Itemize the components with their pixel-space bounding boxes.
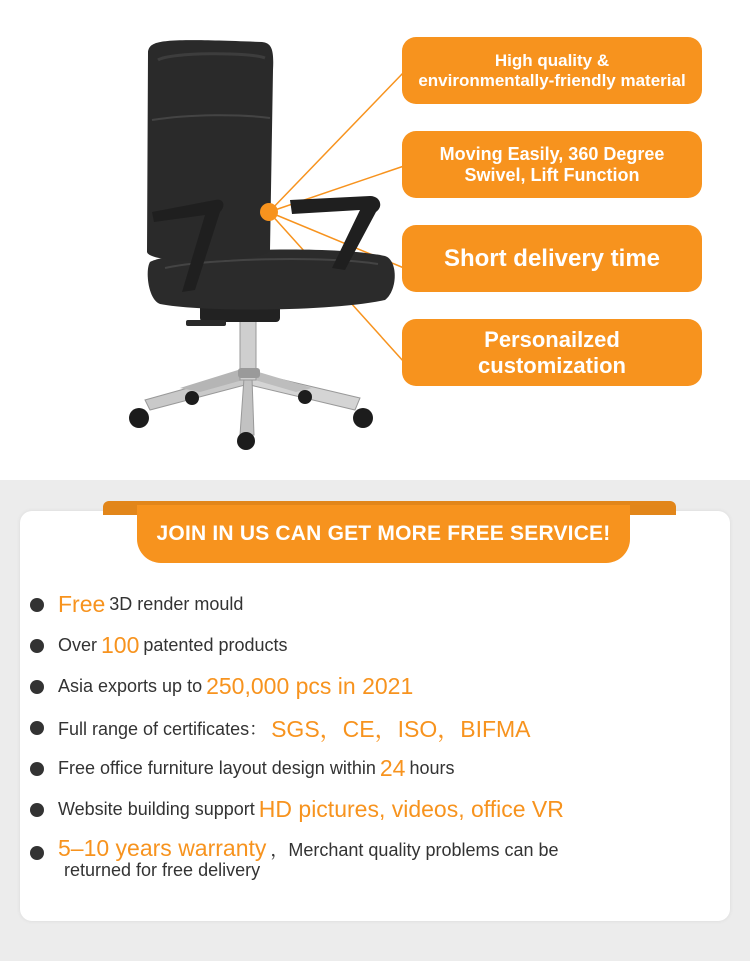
feature-item	[30, 584, 720, 625]
callout-material	[402, 37, 702, 104]
feature-text: Free office furniture layout design within	[58, 758, 376, 778]
feature-highlight: 24	[379, 755, 406, 781]
feature-list	[30, 584, 720, 890]
bullet-icon	[30, 803, 44, 817]
callout-line: Swivel, Lift Function	[464, 164, 640, 185]
feature-highlight: 250,000 pcs in 2021	[206, 673, 414, 699]
callout-line: customization	[478, 352, 626, 378]
feature-highlight: HD pictures, videos, office VR	[258, 796, 564, 822]
product-hero	[0, 0, 750, 480]
callout-line: environmentally-friendly material	[418, 70, 686, 90]
callout-swivel	[402, 131, 702, 198]
callout-line: Short delivery time	[443, 244, 661, 272]
bullet-icon	[30, 762, 44, 776]
feature-text: patented products	[143, 635, 288, 655]
feature-text: Over	[58, 635, 98, 655]
feature-text: hours	[409, 758, 455, 778]
feature-item	[30, 666, 720, 707]
feature-item	[30, 789, 720, 830]
bullet-icon	[30, 598, 44, 612]
banner-title: JOIN IN US CAN GET MORE FREE SERVICE!	[156, 522, 611, 545]
bullet-icon	[30, 846, 44, 860]
feature-text: Website building support	[58, 799, 255, 819]
feature-text: Asia exports up to	[58, 676, 203, 696]
feature-text: ，Merchant quality problems can be	[270, 840, 559, 860]
callout-line: Personailzed	[484, 327, 620, 353]
callout-delivery	[402, 225, 702, 292]
bullet-icon	[30, 639, 44, 653]
feature-continuation: returned for free delivery	[64, 860, 261, 881]
service-banner	[137, 505, 630, 563]
chair-base	[129, 318, 373, 450]
feature-item	[30, 707, 720, 748]
feature-item	[30, 830, 720, 890]
feature-highlight: Free	[58, 591, 106, 617]
feature-text: Full range of certificates：	[58, 718, 268, 739]
feature-text: 3D render mould	[109, 594, 244, 614]
callout-line: Moving Easily, 360 Degree	[439, 143, 665, 164]
callout-leader-lines	[269, 72, 404, 362]
feature-item	[30, 625, 720, 666]
bullet-icon	[30, 721, 44, 735]
feature-item	[30, 748, 720, 789]
feature-multiline	[58, 836, 559, 881]
focus-dot-marker	[260, 203, 278, 221]
feature-highlight: 5–10 years warranty	[58, 835, 267, 861]
feature-highlight: 100	[101, 632, 140, 658]
bullet-icon	[30, 680, 44, 694]
callout-line: High quality &	[494, 50, 610, 70]
feature-highlight: SGS，CE，ISO，BIFMA	[271, 716, 531, 742]
callout-customization	[402, 319, 702, 386]
